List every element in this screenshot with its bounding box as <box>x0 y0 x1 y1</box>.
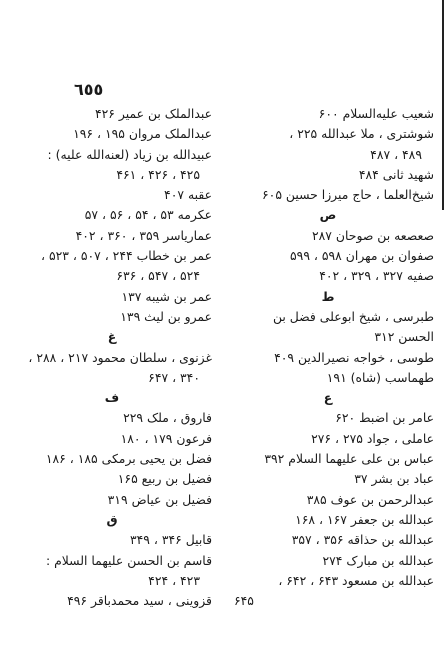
index-entry: عامر بن اضبط ۶۲۰ <box>335 410 434 426</box>
index-entry: صعصعه بن صوحان ۲۸۷ <box>312 227 434 243</box>
index-entry: طوسی ، خواجه نصیرالدین ۴۰۹ <box>274 349 434 365</box>
index-entry: طهماسب (شاه) ۱۹۱ <box>326 369 434 385</box>
index-entry: عبدالملک بن عمیر ۴۲۶ <box>94 106 212 121</box>
index-entry: ۶۴۵ <box>234 593 254 609</box>
index-entry: شهید ثانی ۴۸۴ <box>358 166 434 182</box>
index-letter-heading: ع <box>323 390 333 406</box>
index-letter-heading: ق <box>106 511 118 527</box>
index-entry: قاسم بن الحسن علیهما السلام : <box>46 552 212 568</box>
index-entry: ۳۴۰ ، ۶۴۷ <box>148 369 200 385</box>
index-entry: ۵۲۴ ، ۵۴۷ ، ۶۳۶ <box>116 268 200 284</box>
index-letter-heading: غ <box>107 329 117 345</box>
index-entry: عبدالرحمن بن عوف ۳۸۵ <box>306 491 434 507</box>
index-entry: فاروق ، ملک ۲۲۹ <box>123 410 212 426</box>
index-entry: شوشتری ، ملا عبدالله ۲۲۵ ، <box>289 126 434 142</box>
index-entry: غزنوی ، سلطان محمود ۲۱۷ ، ۲۸۸ ، <box>28 349 212 365</box>
index-entry: عاملی ، جواد ۲۷۵ ، ۲۷۶ <box>311 430 434 446</box>
index-entry: شعیب علیه‌السلام ۶۰۰ <box>318 106 434 121</box>
index-entry: ۴۲۵ ، ۴۲۶ ، ۴۶۱ <box>116 166 200 182</box>
index-entry: قابیل ۳۴۶ ، ۳۴۹ <box>129 532 212 548</box>
index-entry: عمرو بن لیث ۱۳۹ <box>120 308 212 324</box>
index-entry: عبدالملک مروان ۱۹۵ ، ۱۹۶ <box>73 126 212 142</box>
index-entry: عبدالله بن حذاقه ۳۵۶ ، ۳۵۷ <box>291 532 434 548</box>
index-entry: عبدالله بن مسعود ۶۴۳ ، ۶۴۲ ، <box>278 572 434 588</box>
index-letter-heading: ف <box>104 390 120 406</box>
index-entry: عبدالله بن مبارک ۲۷۴ <box>322 552 434 568</box>
index-column-right <box>222 104 434 611</box>
index-entry: عبیدالله بن زیاد (لعنه‌الله علیه) : <box>47 146 212 162</box>
index-entry: ۴۲۳ ، ۴۲۴ <box>148 572 200 588</box>
index-entry: شیخ‌العلما ، حاج میرزا حسین ۶۰۵ <box>262 187 434 203</box>
index-entry: عمر بن شیبه ۱۳۷ <box>121 288 212 304</box>
index-entry: عقبه ۴۰۷ <box>164 187 212 203</box>
index-entry: صفوان بن مهران ۵۹۸ ، ۵۹۹ <box>290 248 434 264</box>
index-entry: فضیل بن عیاض ۳۱۹ <box>107 491 212 507</box>
index-entry: فرعون ۱۷۹ ، ۱۸۰ <box>120 430 212 446</box>
index-entry: عبدالله بن جعفر ۱۶۷ ، ۱۶۸ <box>295 511 434 527</box>
index-entry: عماریاسر ۳۵۹ ، ۳۶۰ ، ۴۰۲ <box>75 227 212 243</box>
index-letter-heading: ط <box>321 288 335 304</box>
page-edge-line <box>442 0 444 210</box>
index-letter-heading: ص <box>319 207 337 223</box>
index-entry: فضل بن یحیی برمکی ۱۸۵ ، ۱۸۶ <box>45 451 212 467</box>
index-entry: عباس بن علی علیهما السلام ۳۹۲ <box>264 451 434 467</box>
index-entry: قزوینی ، سید محمدباقر ۴۹۶ <box>67 593 212 609</box>
page-number: ٦٥٥ <box>74 80 104 99</box>
index-entry: ۴۸۹ ، ۴۸۷ <box>370 146 422 162</box>
index-entry: فضیل بن ربیع ۱۶۵ <box>117 471 212 487</box>
index-entry: عکرمه ۵۳ ، ۵۴ ، ۵۶ ، ۵۷ <box>84 207 212 223</box>
index-entry: الحسن ۳۱۲ <box>374 329 434 345</box>
index-entry: طبرسی ، شیخ ابوعلی فضل بن <box>272 308 434 324</box>
index-entry: صفیه ۳۲۷ ، ۳۲۹ ، ۴۰۲ <box>319 268 434 284</box>
index-entry: عباد بن بشر ۳۷ <box>354 471 434 487</box>
index-entry: عمر بن خطاب ۲۴۴ ، ۵۰۷ ، ۵۲۳ ، <box>41 248 212 264</box>
index-column-left <box>12 104 212 611</box>
